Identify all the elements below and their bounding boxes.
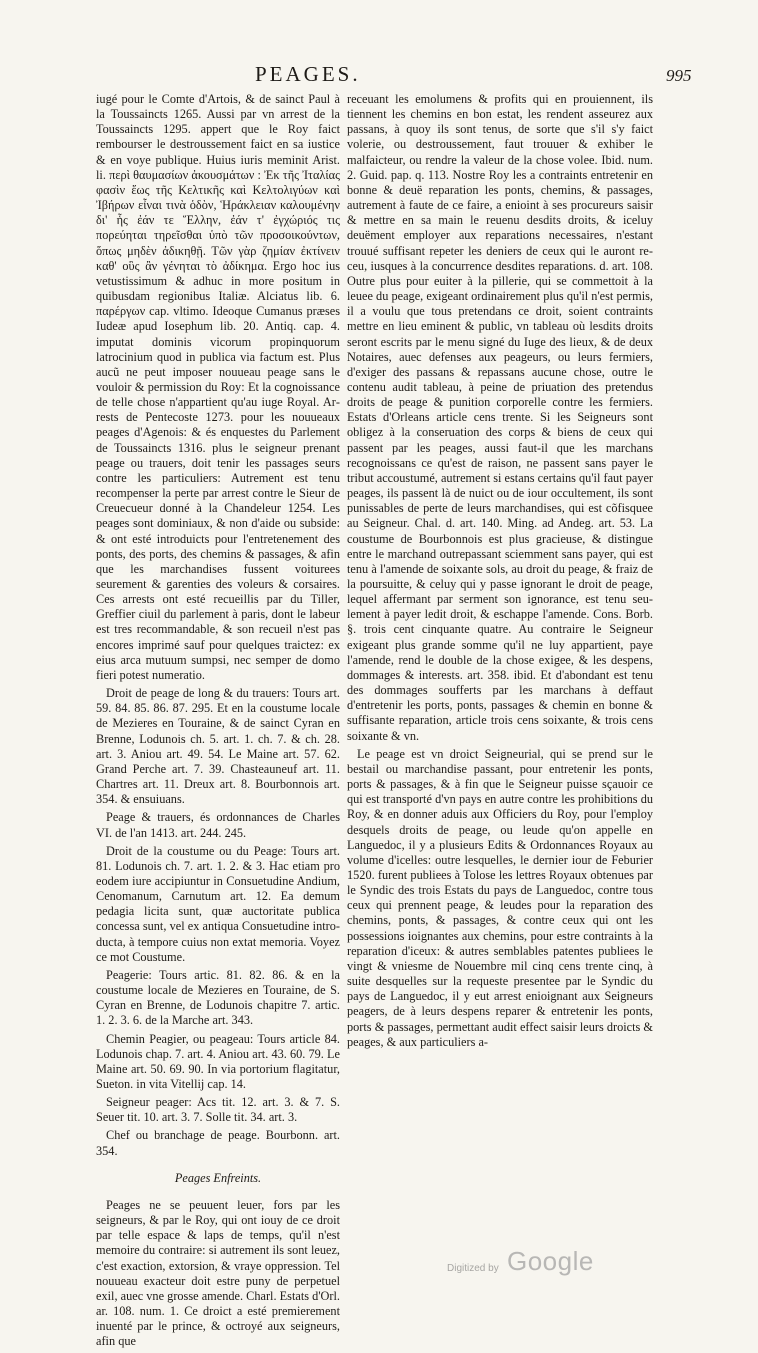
paragraph: receuant les emolumens & profits qui en prouiennent, ils tiennent les chemins en bon estat, les rendent asseurez aux passans, à quoy ils sont tenus, de sorte que s'il s'y faict volerie, ou destroussement, faut trouuer & exhiber le malfaicteur, ou rendre la valeur de la chose volee. Ibid. num. 2. Guid. pap. q. 113. Nostre Roy les a contraints entretenir en bonne & deuë reparation les ponts, chemins, & passages, autrement à faute de ce faire, a enioint à ses procureurs saisir & mettre en sa main le reuenu desdits droits, & iceluy deuëment employer aux reparations necessaires, n'estant trouué suffisant repeter les deniers de ceux qui le auront receu, iusques à la concurrence desdites reparations. d. art. 108. Outre plus pour euiter à la pillerie, qui se commettoit à la leuee du peage, exigeant ordinairement plus qu'il n'est permis, il a voulu que tous pretendans ce droit, soient contraints mettre en lieu eminent & public, vn tableau où lesdits droits seront escrits par le menu signé du Iuge des lieux, & de deux Notaires, auec defenses aux peageurs, ou leurs fermiers, d'exiger des passans & repassans aucune chose, outre le contenu audit tableau, à peine de priuation des pretendus droits de peage & punition corporelle contre les fermiers. Estats d'Orleans article cens trente. Si les Seigneurs sont obligez à la conseruation des corps & biens de ceux qui passent par les peages, aussi faut-il que les marchans recognoissans ce qu'est de raison, ne passent sans payer le tribut accoustumé, autrement si estans certains qu'il faut payer peages, ils passent là de nuict ou de iour occultement, ils sont punissables de perte de leurs marchandises, qui est cõfisquee au Seigneur. Chal. d. art. 140. Ming. ad Andeg. art. 53. La coustume de Bourbonnois est plus gracieuse, & distingue entre le marchand outrepassant sciemment sans payer, qui est tenu à l'amende de soixante sols, au droit du peage, & fraiz de la poursuitte, & celuy qui y passe ignorant le droit de peage, lequel affermant par serment son ignorance, est tenu seulement à payer ledit droit, & eschappe l'amende. Cons. Borb. §. trois cent cinquante quatre. Au contraire le Seigneur exigeant plus grande somme qu'il ne luy appartient, paye l'amende, rend le double de la chose exigee, & les despens, dommages & interests. art. 358. ibid. Et d'abondant est tenu des dommages soufferts par les marchans à deffaut d'entretenir les ports, ponts, passages & chemin en bonne & suffisante reparation, article trois cens soixante, & trois cens soixante & vn.: [347, 92, 653, 743]
paragraph: Seigneur peager: Acs tit. 12. art. 3. & 7. S. Seuer tit. 10. art. 3. 7. Solle tit. 34. art. 3.: [96, 1095, 340, 1125]
digitized-watermark: [447, 1246, 657, 1280]
section-heading: Peages Enfreints.: [174, 1170, 262, 1185]
running-title: PEAGES.: [255, 62, 361, 86]
watermark-prefix: Digitized by: [447, 1263, 499, 1274]
google-logo: Google: [507, 1246, 594, 1276]
paragraph: Peage & trauers, és ordonnances de Charles VI. de l'an 1413. art. 244. 245.: [96, 810, 340, 840]
paragraph: Chef ou branchage de peage. Bourbonn. art. 354.: [96, 1128, 340, 1158]
paragraph: Droit de peage de long & du trauers: Tours art. 59. 84. 85. 86. 87. 295. Et en la coustume locale de Mezieres en Touraine, & de sainct Cyran en Brenne, Lodunois ch. 5. art. 1. ch. 7. & ch. 28. art. 3. Aniou art. 49. 54. Le Maine art. 57. 62. Grand Perche art. 7. 39. Chasteauneuf art. 11. Chartres art. 11. Dreux art. 8. Bourbonnois art. 354. & ensuiuans.: [96, 686, 340, 807]
paragraph: iugé pour le Comte d'Artois, & de sainct Paul à la Toussaincts 1265. Aussi par vn arrest de la Toussaincts 1295. appert que le Roy faict rembourser le destroussement faict en sa iustice & en voye publique. Huius iuris meminit Arist. li. περὶ θαυμασίων ἀκουσμάτων : Ἐκ τῆς Ἰταλίας φασὶν ἕως τῆς Κελτικῆς καὶ Κελτολιγύων καὶ Ἰβήρων εἶναι τινὰ ὁδὸν, Ἡράκλειαν καλουμένην δι' ἧς ἐάν τε Ἕλλην, ἐάν τ' ἐγχώριός τις πορεύηται τηρεῖσθαι ὑπὸ τῶν προσοικούντων, ὅπως μηδὲν ἀδικηθῇ. Τῶν γὰρ ζημίαν ἐκτίνειν καθ' οὓς ἂν γένηται τὸ ἀδίκημα. Ergo hoc ius vetustissimum & adhuc in more positum in quibusdam regionibus Italiæ. Alciatus lib. 6. παρέργων cap. vltimo. Ideoque Cumanus præses Iudeæ apud Iosephum lib. 20. Antiq. cap. 4. imputat dominis vicorum propinquorum latrocinium quod in publica via factum est. Plus aucũ ne peut imposer nouueau peage sans le vouloir & permission du Roy: Et la cognoissance de telle chose n'appartient qu'au iuge Royal. Arrests de Pentecoste 1273. pour les nouueaux peages d'Agenois: & és enquestes du Parlement de Toussaincts 1316. plus le seigneur prenant peage ou trauers, doit tenir les passages seurs contre les particuliers: Autrement est tenu recompenser la perte par arrest contre le Sieur de Creuecueur donné à la Chandeleur 1254. Les peages sont dominiaux, & non d'aide ou subside: & ont esté introduicts pour l'entretenement des ponts, des ports, des chemins & passages, & afin que les marchandises fussent voiturees seurement & garenties des voleurs & corsaires. Ces arrests ont esté recueillis par du Tiller, Greffier ciuil du parlement à paris, dont le labeur est tres recommandable, & son recueil n'est pas encores imprimé sauf pour quelques traictez: ex eius arca mutuum sumpsi, nec semper de domo fieri potest numeratio.: [96, 92, 340, 682]
paragraph: Peagerie: Tours artic. 81. 82. 86. & en la coustume locale de Mezieres en Touraine, de S. Cyran en Brenne, de Lodunois chapitre 7. artic. 1. 2. 3. 6. de la Marche art. 343.: [96, 967, 340, 1028]
right-column: [347, 92, 653, 1053]
paragraph: Chemin Peagier, ou peageau: Tours article 84. Lodunois chap. 7. art. 4. Aniou art. 43. 60. 79. Le Maine art. 50. 69. 90. In via portorium flagitatur, Sueton. in vita Vitellij cap. 14.: [96, 1031, 340, 1091]
paragraph: Droit de la coustume ou du Peage: Tours art. 81. Lodunois ch. 7. art. 1. 2. & 3. Hac etiam pro eodem iure accipiuntur in Consuetudine Andium, Cenomanum, Carnutum art. 12. Ea demum pedagia licita sunt, quæ auctoritate publica concessa sunt, vel ex antiqua Consuetudine introducta, à tempore cuius non extat memoria. Voyez ce mot Coustume.: [96, 843, 340, 964]
page-number: 995: [666, 66, 692, 85]
left-column: [96, 92, 340, 1353]
paragraph: Le peage est vn droict Seigneurial, qui se prend sur le bestail ou marchandise passant, pour entretenir les ponts, ports & passages, & à fin que le Seigneur puisse sçauoir ce qui est transporté d'vn pays en autre contre les prohibitions du Roy, & en donner aduis aux Officiers du Roy, pour l'employ desquels droits de peage, ou leude qu'on appelle en Languedoc, il y a plusieurs Edits & Ordonnances Royaux au volume d'icelles: outre lesquelles, le dernier iour de Feburier 1520. furent publiees à Tolose les lettres Royaux obtenues par le Syndic des trois Estats du pays de Languedoc, contre tous ceux qui prennent peage, & leudes pour la reparation des chemins, ponts, & passages, & contre ceux qui ont les possessions ioignantes aux chemins, pour estre contraints à la reparation d'iceux: & autres semblables patentes publiees le vingt & vniesme de Nouembre mil cinq cens trente cinq, à suite desquelles sur la requeste presentee par le Syndic du pays de Languedoc, il y eut arrest enioignant aux Seigneurs peagers, de à leurs despens reparer & entretenir les ponts, ports & passages, permettant audit effect saisir leurs droicts & peages, & aux particuliers a-: [347, 746, 653, 1049]
page-header: [0, 62, 758, 92]
paragraph: Peages ne se peuuent leuer, fors par les seigneurs, & par le Roy, qui ont iouy de ce droit par telle espace & laps de temps, qu'il n'est memoire du contraire: si autrement ils sont leuez, c'est exaction, extorsion, & vraye oppression. Tel nouueau exacteur doit estre puny de perpetuel exil, auec vne grosse amende. Charl. Estats d'Orl. ar. 108. num. 1. Ce droict a esté premierement inuenté par le prince, & octroyé aux seigneurs, afin que: [96, 1197, 340, 1349]
